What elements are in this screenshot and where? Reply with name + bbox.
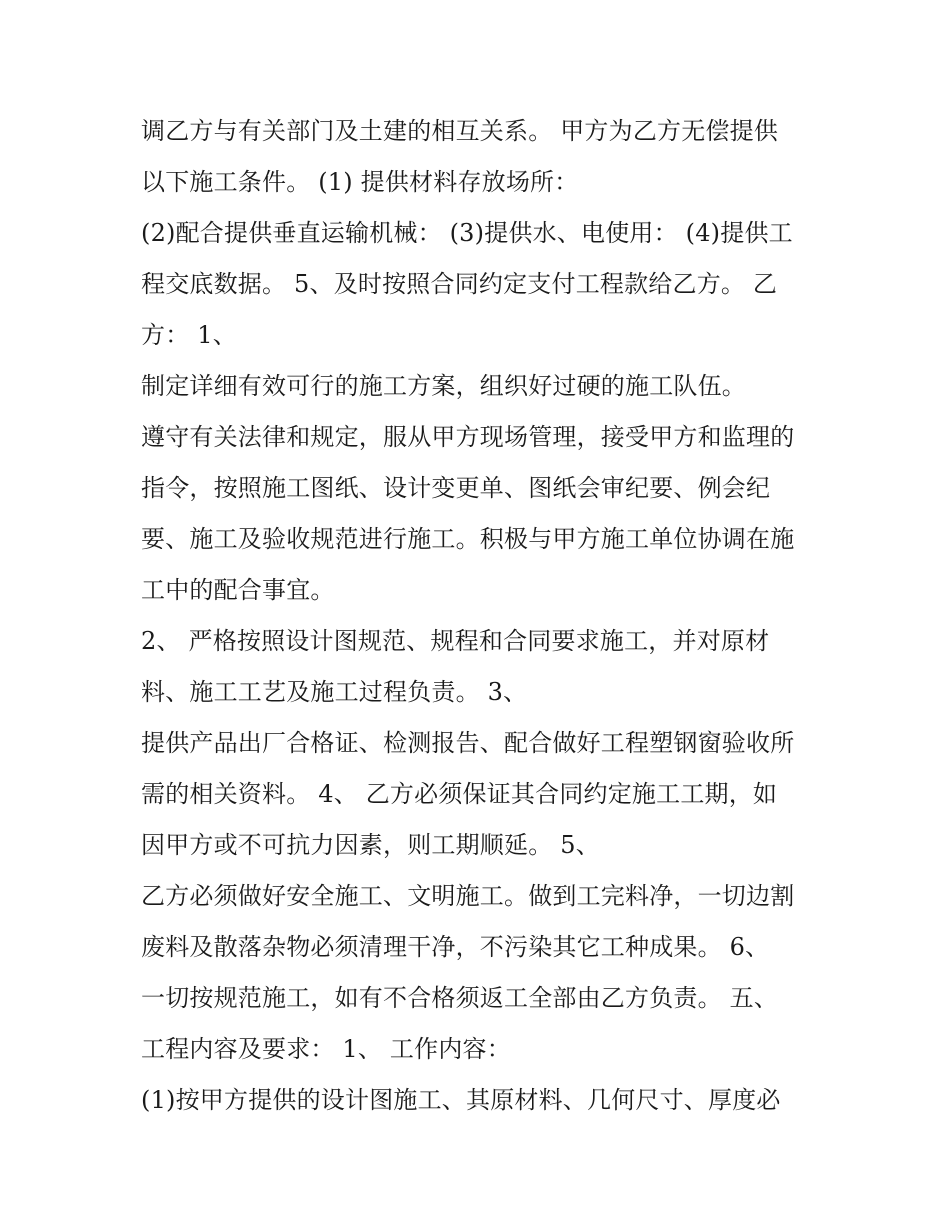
text-line: 遵守有关法律和规定，服从甲方现场管理，接受甲方和监理的 [141, 423, 795, 451]
text-line: 因甲方或不可抗力因素，则工期顺延。 5、 [141, 831, 600, 859]
text-line: 废料及散落杂物必须清理干净，不污染其它工种成果。 6、 [141, 933, 770, 961]
text-line: 料、施工工艺及施工过程负责。 3、 [141, 678, 528, 706]
text-line: 工程内容及要求： 1、 工作内容： [141, 1035, 511, 1063]
text-line: 方： 1、 [141, 321, 237, 349]
text-line: 程交底数据。 5、及时按照合同约定支付工程款给乙方。 乙 [141, 270, 778, 298]
text-line: 调乙方与有关部门及土建的相互关系。 甲方为乙方无偿提供 [141, 117, 779, 145]
text-line: 工中的配合事宜。 [141, 576, 335, 604]
text-line: 需的相关资料。 4、 乙方必须保证其合同约定施工工期，如 [141, 780, 778, 808]
text-line: 提供产品出厂合格证、检测报告、配合做好工程塑钢窗验收所 [141, 729, 795, 757]
contract-text-block [141, 106, 831, 1126]
text-line: 要、施工及验收规范进行施工。积极与甲方施工单位协调在施 [141, 525, 795, 553]
text-line: (2)配合提供垂直运输机械： (3)提供水、电使用： (4)提供工 [141, 219, 793, 247]
text-line: 2、 严格按照设计图规范、规程和合同要求施工，并对原材 [141, 627, 770, 655]
text-line: 指令，按照施工图纸、设计变更单、图纸会审纪要、例会纪 [141, 474, 771, 502]
text-line: 一切按规范施工，如有不合格须返工全部由乙方负责。 五、 [141, 984, 779, 1012]
text-line: 乙方必须做好安全施工、文明施工。做到工完料净，一切边割 [141, 882, 795, 910]
text-line: 以下施工条件。 (1) 提供材料存放场所： [141, 168, 579, 196]
text-line: 制定详细有效可行的施工方案，组织好过硬的施工队伍。 [141, 372, 746, 400]
text-line: (1)按甲方提供的设计图施工、其原材料、几何尺寸、厚度必 [141, 1086, 781, 1114]
